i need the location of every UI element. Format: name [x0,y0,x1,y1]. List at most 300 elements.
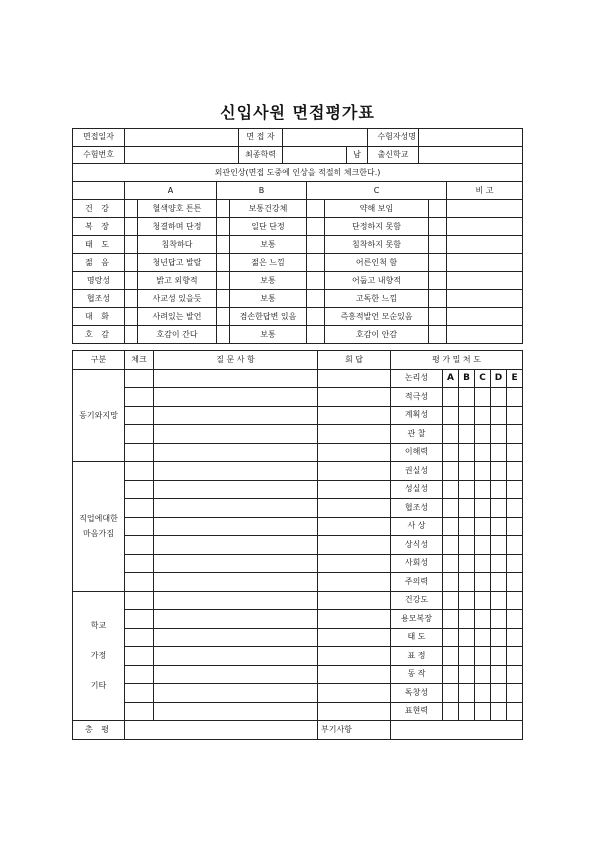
category-label-line: 학교 [90,620,107,630]
option-c: 어둡고 내향적 [325,272,429,290]
eval-item-label: 동 작 [391,665,443,684]
answer-field[interactable] [318,499,391,518]
check-field[interactable] [125,517,154,536]
total-label: 총 평 [73,721,125,740]
answer-field[interactable] [318,628,391,647]
col-b-header: B [217,182,307,200]
appearance-corner [73,182,125,200]
grade-cell[interactable] [459,702,475,721]
category-label [73,591,125,721]
applicant-info-table [72,128,523,164]
grade-cell[interactable] [443,665,459,684]
grade-cell[interactable] [507,388,523,407]
grade-cell[interactable] [475,425,491,444]
category-label [73,369,125,462]
check-box-c[interactable] [307,272,325,290]
grade-cell[interactable] [507,554,523,573]
grade-cell[interactable] [507,628,523,647]
check-box-a[interactable] [125,236,138,254]
interviewer-label: 면 접 자 [239,129,283,147]
remarks-label: 부기사항 [318,721,391,740]
answer-field[interactable] [318,536,391,555]
grade-cell[interactable] [491,684,507,703]
check-box-b[interactable] [217,218,230,236]
question-field[interactable] [154,462,318,481]
option-b: 보통 [230,326,307,344]
check-box-c[interactable] [307,254,325,272]
answer-field[interactable] [318,425,391,444]
question-field[interactable] [154,499,318,518]
answer-field[interactable] [318,665,391,684]
interview-date-field[interactable] [125,129,239,147]
eval-item-label: 이해력 [391,443,443,462]
col-category-header: 구분 [73,351,125,370]
check-box-note[interactable] [429,218,447,236]
eval-item-label: 독창성 [391,684,443,703]
exam-no-label: 수험번호 [73,146,125,164]
grade-cell[interactable] [459,573,475,592]
applicant-name-field[interactable] [419,129,523,147]
grade-cell[interactable] [507,684,523,703]
grade-cell[interactable] [443,628,459,647]
grade-cell[interactable] [491,443,507,462]
grade-cell[interactable] [491,628,507,647]
question-field[interactable] [154,517,318,536]
note-field[interactable] [447,326,523,344]
grade-cell[interactable] [459,517,475,536]
question-table [72,350,523,740]
education-field[interactable] [283,146,347,164]
grade-cell[interactable] [475,665,491,684]
check-box-a[interactable] [125,254,138,272]
grade-cell[interactable] [459,610,475,629]
check-field[interactable] [125,665,154,684]
gender-label: 남 [347,146,368,164]
check-box-b[interactable] [217,272,230,290]
grade-header: C [475,369,491,388]
grade-cell[interactable] [459,462,475,481]
grade-cell[interactable] [475,591,491,610]
grade-cell[interactable] [459,536,475,555]
question-field[interactable] [154,536,318,555]
check-field[interactable] [125,480,154,499]
check-box-c[interactable] [307,200,325,218]
grade-cell[interactable] [459,647,475,666]
eval-item-label: 건강도 [391,591,443,610]
note-field[interactable] [447,236,523,254]
check-box-note[interactable] [429,236,447,254]
check-field[interactable] [125,536,154,555]
question-field[interactable] [154,573,318,592]
answer-field[interactable] [318,369,391,388]
grade-cell[interactable] [443,610,459,629]
question-field[interactable] [154,610,318,629]
grade-cell[interactable] [507,610,523,629]
grade-cell[interactable] [491,647,507,666]
col-answer-header: 회 답 [318,351,391,370]
question-row [73,628,523,647]
grade-cell[interactable] [491,406,507,425]
grade-cell[interactable] [443,406,459,425]
check-box-c[interactable] [307,236,325,254]
option-b: 겸손한답변 있음 [230,308,307,326]
question-row [73,536,523,555]
option-b: 일단 단정 [230,218,307,236]
grade-cell[interactable] [491,425,507,444]
check-box-c[interactable] [307,308,325,326]
education-label: 최종학력 [239,146,283,164]
check-box-a[interactable] [125,326,138,344]
question-row [73,425,523,444]
grade-cell[interactable] [507,665,523,684]
check-box-note[interactable] [429,326,447,344]
grade-cell[interactable] [475,517,491,536]
question-row [73,702,523,721]
grade-cell[interactable] [459,684,475,703]
appearance-row [73,290,523,308]
appearance-row [73,308,523,326]
note-field[interactable] [447,200,523,218]
question-field[interactable] [154,443,318,462]
question-field[interactable] [154,702,318,721]
question-row [73,684,523,703]
grade-cell[interactable] [475,684,491,703]
grade-cell[interactable] [491,591,507,610]
grade-cell[interactable] [475,406,491,425]
category-label [73,462,125,592]
grade-cell[interactable] [459,554,475,573]
grade-cell[interactable] [475,554,491,573]
grade-cell[interactable] [491,702,507,721]
grade-cell[interactable] [443,591,459,610]
question-field[interactable] [154,684,318,703]
grade-cell[interactable] [507,425,523,444]
eval-item-label: 협조성 [391,499,443,518]
note-field[interactable] [447,308,523,326]
question-field[interactable] [154,480,318,499]
grade-header: B [459,369,475,388]
check-field[interactable] [125,462,154,481]
col-a-header: A [125,182,217,200]
answer-field[interactable] [318,573,391,592]
check-box-a[interactable] [125,218,138,236]
eval-item-label: 적극성 [391,388,443,407]
appearance-row [73,200,523,218]
eval-item-label: 용모복장 [391,610,443,629]
grade-cell[interactable] [475,462,491,481]
grade-cell[interactable] [475,443,491,462]
col-note-header: 비 고 [447,182,523,200]
grade-cell[interactable] [459,425,475,444]
option-a: 혈색양호 튼튼 [138,200,217,218]
answer-field[interactable] [318,462,391,481]
check-field[interactable] [125,406,154,425]
grade-cell[interactable] [459,499,475,518]
note-field[interactable] [447,254,523,272]
check-box-b[interactable] [217,308,230,326]
grade-cell[interactable] [491,462,507,481]
question-field[interactable] [154,425,318,444]
check-box-note[interactable] [429,272,447,290]
check-field[interactable] [125,628,154,647]
check-field[interactable] [125,647,154,666]
grade-cell[interactable] [443,573,459,592]
school-label: 출신학교 [368,146,419,164]
question-row [73,665,523,684]
eval-item-label: 논리성 [391,369,443,388]
answer-field[interactable] [318,443,391,462]
grade-cell[interactable] [459,665,475,684]
answer-field[interactable] [318,591,391,610]
appearance-header: 외관인상(면접 도중에 인상을 적절히 체크한다.) [73,164,523,182]
option-a: 사교성 있을듯 [138,290,217,308]
check-box-b[interactable] [217,326,230,344]
grade-cell[interactable] [475,499,491,518]
answer-field[interactable] [318,684,391,703]
option-a: 호감이 간다 [138,326,217,344]
grade-cell[interactable] [507,591,523,610]
eval-item-label: 사회성 [391,554,443,573]
grade-cell[interactable] [507,536,523,555]
question-row [73,610,523,629]
grade-cell[interactable] [475,573,491,592]
grade-cell[interactable] [507,462,523,481]
appearance-row [73,254,523,272]
grade-cell[interactable] [443,388,459,407]
grade-cell[interactable] [459,628,475,647]
grade-cell[interactable] [491,480,507,499]
grade-cell[interactable] [475,610,491,629]
appearance-row-label: 호 감 [73,326,125,344]
appearance-row [73,236,523,254]
appearance-row-label: 협조성 [73,290,125,308]
question-field[interactable] [154,628,318,647]
question-field[interactable] [154,591,318,610]
question-field[interactable] [154,388,318,407]
col-question-header: 질 문 사 항 [154,351,318,370]
answer-field[interactable] [318,406,391,425]
option-b: 보통 [230,290,307,308]
check-field[interactable] [125,591,154,610]
col-eval-header: 평 가 밀 처 도 [391,351,523,370]
question-row [73,554,523,573]
check-box-a[interactable] [125,290,138,308]
grade-cell[interactable] [443,499,459,518]
grade-cell[interactable] [443,684,459,703]
grade-cell[interactable] [491,388,507,407]
check-field[interactable] [125,684,154,703]
grade-header: D [491,369,507,388]
check-box-b[interactable] [217,254,230,272]
grade-cell[interactable] [507,573,523,592]
check-field[interactable] [125,369,154,388]
grade-cell[interactable] [507,647,523,666]
eval-item-label: 태 도 [391,628,443,647]
question-row [73,443,523,462]
grade-cell[interactable] [443,443,459,462]
grade-cell[interactable] [459,406,475,425]
answer-field[interactable] [318,388,391,407]
grade-cell[interactable] [443,425,459,444]
question-field[interactable] [154,369,318,388]
school-field[interactable] [419,146,523,164]
eval-item-label: 주의력 [391,573,443,592]
grade-cell[interactable] [491,610,507,629]
question-row [73,480,523,499]
option-c: 즉흥적발언 모순있음 [325,308,429,326]
check-field[interactable] [125,499,154,518]
question-field[interactable] [154,554,318,573]
grade-cell[interactable] [443,480,459,499]
grade-cell[interactable] [507,406,523,425]
check-field[interactable] [125,702,154,721]
check-box-note[interactable] [429,200,447,218]
grade-cell[interactable] [507,517,523,536]
category-label-line: 기타 [90,680,107,690]
remarks-field[interactable] [391,721,523,740]
option-a: 사려있는 발언 [138,308,217,326]
check-box-note[interactable] [429,254,447,272]
answer-field[interactable] [318,517,391,536]
appearance-row [73,272,523,290]
check-box-a[interactable] [125,200,138,218]
appearance-row [73,326,523,344]
applicant-name-label: 수험자성명 [368,129,419,147]
option-c: 고독한 느낌 [325,290,429,308]
grade-cell[interactable] [459,388,475,407]
grade-cell[interactable] [475,388,491,407]
category-label-line: 동기와지망 [79,410,118,420]
col-check-header: 체크 [125,351,154,370]
check-field[interactable] [125,610,154,629]
note-field[interactable] [447,290,523,308]
option-c: 단정하지 못함 [325,218,429,236]
check-box-c[interactable] [307,326,325,344]
eval-item-label: 상식성 [391,536,443,555]
appearance-row-label: 젊 음 [73,254,125,272]
check-box-c[interactable] [307,218,325,236]
question-field[interactable] [154,665,318,684]
grade-cell[interactable] [491,573,507,592]
grade-cell[interactable] [443,647,459,666]
option-c: 약해 보임 [325,200,429,218]
eval-item-label: 표현력 [391,702,443,721]
answer-field[interactable] [318,480,391,499]
eval-item-label: 성실성 [391,480,443,499]
check-field[interactable] [125,573,154,592]
grade-cell[interactable] [491,499,507,518]
grade-cell[interactable] [475,647,491,666]
note-field[interactable] [447,272,523,290]
option-a: 밝고 외향적 [138,272,217,290]
grade-cell[interactable] [491,554,507,573]
question-row [73,591,523,610]
category-label-line: 가정 [90,650,107,660]
grade-cell[interactable] [475,628,491,647]
appearance-row-label: 대 화 [73,308,125,326]
check-box-note[interactable] [429,308,447,326]
grade-cell[interactable] [443,536,459,555]
grade-cell[interactable] [507,499,523,518]
question-row [73,499,523,518]
question-row [73,517,523,536]
grade-cell[interactable] [475,702,491,721]
grade-cell[interactable] [491,665,507,684]
grade-cell[interactable] [443,517,459,536]
eval-item-label: 사 상 [391,517,443,536]
answer-field[interactable] [318,647,391,666]
note-field[interactable] [447,218,523,236]
category-label-line: 직업에대한 [79,514,118,524]
grade-cell[interactable] [491,536,507,555]
total-field[interactable] [125,721,318,740]
question-field[interactable] [154,647,318,666]
exam-no-field[interactable] [125,146,239,164]
grade-cell[interactable] [507,480,523,499]
check-box-a[interactable] [125,272,138,290]
answer-field[interactable] [318,554,391,573]
grade-cell[interactable] [475,536,491,555]
grade-header: E [507,369,523,388]
option-a: 청년답고 발랄 [138,254,217,272]
option-a: 침착하다 [138,236,217,254]
question-row [73,647,523,666]
grade-cell[interactable] [507,702,523,721]
check-box-b[interactable] [217,290,230,308]
interviewer-field[interactable] [283,129,368,147]
check-box-a[interactable] [125,308,138,326]
grade-cell[interactable] [443,554,459,573]
check-field[interactable] [125,388,154,407]
answer-field[interactable] [318,610,391,629]
interview-date-label: 면접일자 [73,129,125,147]
eval-item-label: 관 찰 [391,425,443,444]
eval-item-label: 권실성 [391,462,443,481]
option-c: 어른인척 함 [325,254,429,272]
eval-item-label: 계획성 [391,406,443,425]
grade-cell[interactable] [507,443,523,462]
grade-cell[interactable] [459,591,475,610]
appearance-row-label: 명랑성 [73,272,125,290]
check-field[interactable] [125,443,154,462]
check-box-note[interactable] [429,290,447,308]
grade-cell[interactable] [491,517,507,536]
check-box-c[interactable] [307,290,325,308]
check-box-b[interactable] [217,200,230,218]
appearance-row [73,218,523,236]
answer-field[interactable] [318,702,391,721]
page-title: 신입사원 면접평가표 [220,103,375,122]
grade-cell[interactable] [443,702,459,721]
question-field[interactable] [154,406,318,425]
category-label-line: 마음가짐 [83,529,114,539]
check-box-b[interactable] [217,236,230,254]
question-row [73,406,523,425]
appearance-table [72,163,523,344]
question-row [73,388,523,407]
question-row [73,462,523,481]
col-c-header: C [307,182,447,200]
appearance-row-label: 태 도 [73,236,125,254]
grade-cell[interactable] [475,480,491,499]
grade-cell[interactable] [459,443,475,462]
check-field[interactable] [125,425,154,444]
grade-cell[interactable] [443,462,459,481]
check-field[interactable] [125,554,154,573]
option-b: 보통 [230,236,307,254]
grade-header: A [443,369,459,388]
grade-cell[interactable] [459,480,475,499]
